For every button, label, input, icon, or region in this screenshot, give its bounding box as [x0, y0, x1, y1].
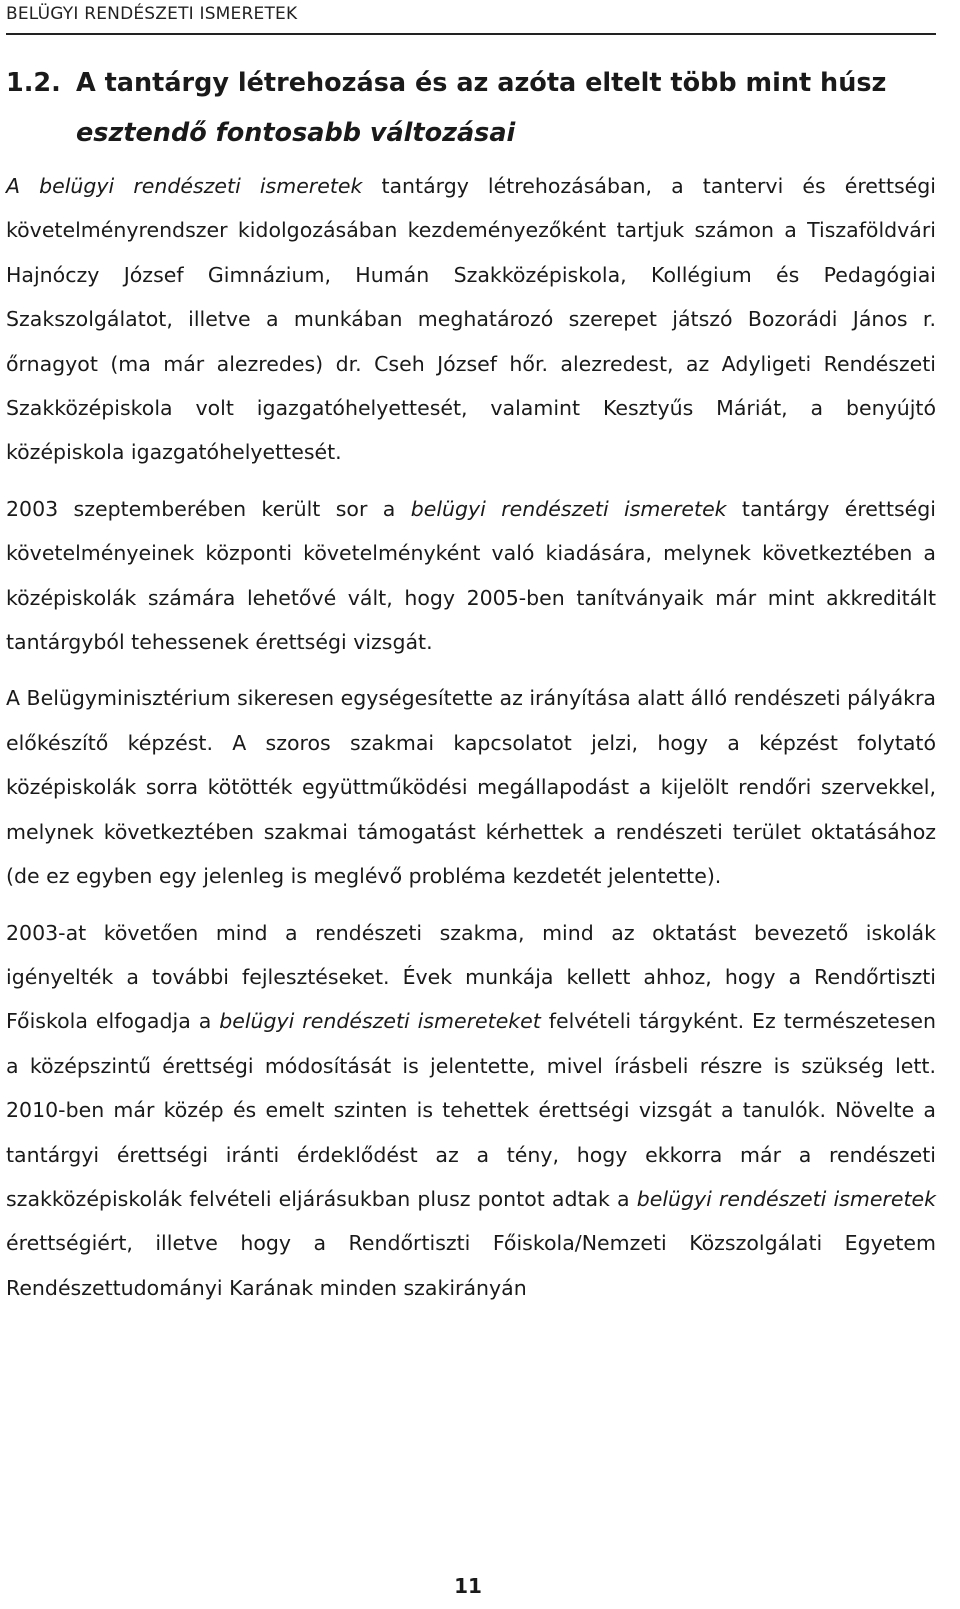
header-divider [6, 33, 936, 35]
page-number: 11 [454, 1574, 482, 1598]
paragraph [6, 487, 936, 665]
text-segment-italic: belügyi rendészeti ismeretek [410, 496, 727, 521]
paragraph [6, 911, 936, 1311]
text-segment: 2003-at követően mind a rendészeti szakma, mind az oktatást bevezető iskolák igényelték a további fejlesztéseket. Évek munkája kellett ahhoz, hogy a Rendőrtiszti Főiskola elfogadja a [6, 920, 936, 1034]
text-segment: tantárgy létrehozásában, a tantervi és érettségi követelményrendszer kidolgozásában kezdeményezőként tartjuk számon a Tiszaföldvári Hajnóczy József Gimnázium, Humán Szakközépiskola, Kollégium és Pedagógiai Szakszolgálatot, illetve a munkában meghatározó szerepet játszó Bozorádi János r. őrnagyot (ma már alezredes) dr. Cseh József hőr. alezredest, az Adyligeti Rendészeti Szakközépiskola volt igazgatóhelyettesét, valamint Kesztyűs Máriát, a benyújtó középiskola igazgatóhelyettesét. [6, 174, 936, 465]
text-segment-italic: belügyi rendészeti ismeretek [636, 1186, 936, 1211]
text-segment: felvételi tárgyként. Ez természetesen a középszintű érettségi módosítását is jelentette, mivel írásbeli részre is szükség lett. 2010-ben már közép és emelt szinten is tehettek érettségi vizsgát a tanulók. Növelte a tantárgyi érettségi iránti érdeklődést az a tény, hogy ekkorra már a rendészeti szakközépiskolák felvételi eljárásukban plusz pontot adtak a [6, 1009, 936, 1211]
text-segment: A Belügyminisztérium sikeresen egységesítette az irányítása alatt álló rendészeti pályákra előkészítő képzést. A szoros szakmai kapcsolatot jelzi, hogy a képzést folytató középiskolák sorra kötötték együttműködési megállapodást a kijelölt rendőri szervekkel, melynek következtében szakmai támogatást kérhettek a rendészeti terület oktatásához (de ez egyben egy jelenleg is meglévő probléma kezdetét jelentette). [6, 686, 936, 889]
section-heading [6, 58, 936, 158]
running-header: BELÜGYI RENDÉSZETI ISMERETEK [6, 4, 298, 24]
section-number: 1.2. [6, 68, 61, 98]
text-segment: tantárgy érettségi követelményeinek központi követelményként való kiadására, melynek következtében a középiskolák számára lehetővé vált, hogy 2005-ben tanítványaik már mint akkreditált tantárgyból tehessenek érettségi vizsgát. [6, 496, 936, 655]
text-segment-italic: A belügyi rendészeti ismeretek [6, 174, 363, 198]
body-text [6, 164, 936, 1322]
section-title-line1: A tantárgy létrehozása és az azóta eltelt több mint húsz [76, 68, 887, 98]
section-title-line2: esztendő fontosabb változásai [76, 118, 516, 148]
paragraph [6, 676, 936, 898]
text-segment: érettségiért, illetve hogy a Rendőrtiszti Főiskola/Nemzeti Közszolgálati Egyetem Rendészettudományi Karának minden szakirányán [6, 1231, 936, 1300]
paragraph [6, 164, 936, 475]
text-segment-italic: belügyi rendészeti ismereteket [219, 1009, 541, 1034]
text-segment: 2003 szeptemberében került sor a [6, 496, 411, 521]
